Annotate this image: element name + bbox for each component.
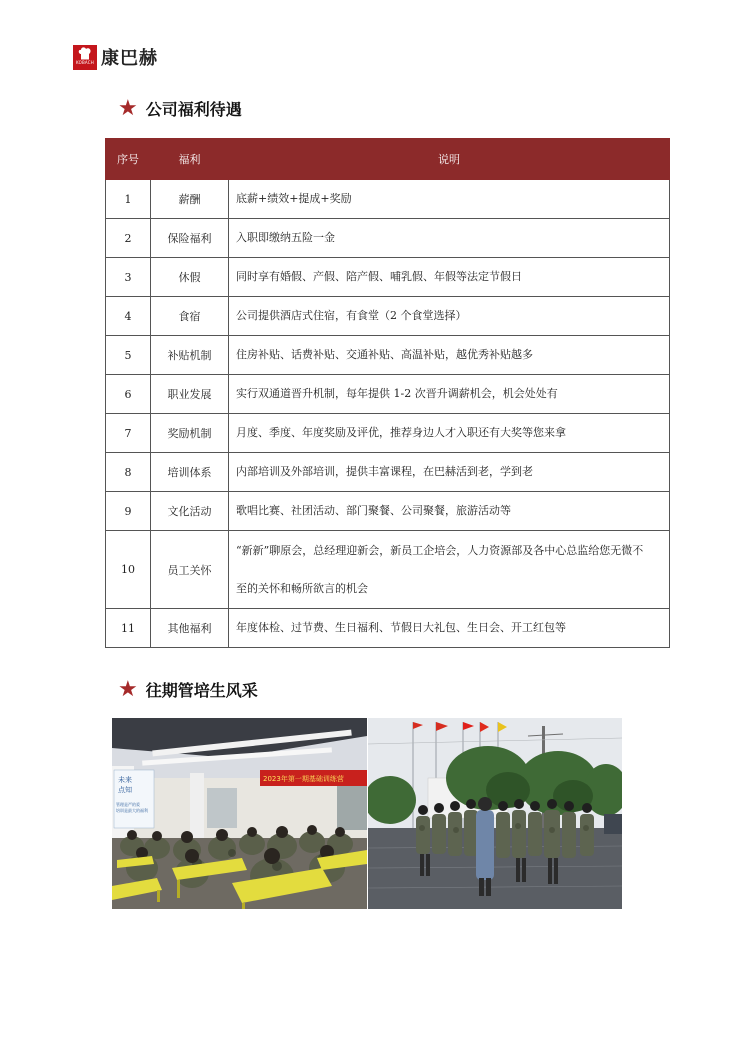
row-index: 9 bbox=[106, 492, 151, 531]
company-logo bbox=[73, 44, 158, 70]
row-benefit: 奖励机制 bbox=[151, 414, 229, 453]
table-row bbox=[106, 609, 670, 648]
table-row bbox=[106, 531, 670, 609]
section-title-trainees bbox=[118, 678, 258, 701]
row-benefit: 薪酬 bbox=[151, 180, 229, 219]
board-text-top: 未来 bbox=[118, 776, 132, 784]
board-text-mid: 点知 bbox=[118, 786, 132, 794]
header-index: 序号 bbox=[106, 139, 151, 180]
table-row bbox=[106, 453, 670, 492]
table-header-row bbox=[106, 139, 670, 180]
row-description: 住房补贴、话费补贴、交通补贴、高温补贴，越优秀补贴越多 bbox=[229, 336, 670, 375]
table-row bbox=[106, 492, 670, 531]
section-title-benefits bbox=[118, 97, 242, 120]
table-row bbox=[106, 258, 670, 297]
table-row bbox=[106, 414, 670, 453]
section-title-text: 公司福利待遇 bbox=[145, 100, 242, 119]
row-index: 10 bbox=[106, 531, 151, 609]
row-index: 5 bbox=[106, 336, 151, 375]
row-index: 7 bbox=[106, 414, 151, 453]
row-benefit: 文化活动 bbox=[151, 492, 229, 531]
row-benefit: 员工关怀 bbox=[151, 531, 229, 609]
row-description: 实行双通道晋升机制，每年提供 1-2 次晋升调薪机会，机会处处有 bbox=[229, 375, 670, 414]
table-row bbox=[106, 336, 670, 375]
row-index: 6 bbox=[106, 375, 151, 414]
row-index: 8 bbox=[106, 453, 151, 492]
row-description-line2: 至的关怀和畅所欲言的机会 bbox=[236, 581, 368, 595]
row-description: 公司提供酒店式住宿，有食堂（2 个食堂选择） bbox=[229, 297, 670, 336]
row-description: 歌唱比赛、社团活动、部门聚餐、公司聚餐，旅游活动等 bbox=[229, 492, 670, 531]
row-benefit: 休假 bbox=[151, 258, 229, 297]
logo-mark-text: KOBACH bbox=[76, 59, 94, 65]
header-benefit: 福利 bbox=[151, 139, 229, 180]
row-description: 内部培训及外部培训，提供丰富课程，在巴赫活到老，学到老 bbox=[229, 453, 670, 492]
row-description: 入职即缴纳五险一金 bbox=[229, 219, 670, 258]
star-icon: ★ bbox=[118, 676, 138, 702]
board-text-line2: 培训是最大的福利 bbox=[116, 808, 148, 813]
row-benefit: 补贴机制 bbox=[151, 336, 229, 375]
star-icon: ★ bbox=[118, 95, 138, 121]
row-description: 月度、季度、年度奖励及评优，推荐身边人才入职还有大奖等您来拿 bbox=[229, 414, 670, 453]
banner-text: 2023年第一期基础训练营 bbox=[263, 775, 344, 783]
table-row bbox=[106, 219, 670, 258]
row-description: 同时享有婚假、产假、陪产假、哺乳假、年假等法定节假日 bbox=[229, 258, 670, 297]
board-text-line1: 管理是严的爱 bbox=[116, 802, 140, 807]
row-index: 3 bbox=[106, 258, 151, 297]
row-benefit: 食宿 bbox=[151, 297, 229, 336]
outdoor-training-photo bbox=[368, 718, 622, 909]
row-index: 11 bbox=[106, 609, 151, 648]
row-benefit: 培训体系 bbox=[151, 453, 229, 492]
table-row bbox=[106, 180, 670, 219]
benefits-table bbox=[105, 138, 670, 648]
table-row bbox=[106, 297, 670, 336]
row-benefit: 职业发展 bbox=[151, 375, 229, 414]
brand-name: 康巴赫 bbox=[101, 48, 158, 69]
row-index: 1 bbox=[106, 180, 151, 219]
row-description bbox=[229, 531, 670, 609]
row-benefit: 保险福利 bbox=[151, 219, 229, 258]
row-index: 4 bbox=[106, 297, 151, 336]
section-title-text: 往期管培生风采 bbox=[145, 681, 258, 700]
row-description: 底薪+绩效+提成+奖励 bbox=[229, 180, 670, 219]
logo-mark bbox=[73, 45, 97, 70]
row-description-line1: “新新”聊原会，总经理迎新会，新员工企培会，人力资源部及各中心总监给您无微不 bbox=[236, 543, 644, 557]
row-index: 2 bbox=[106, 219, 151, 258]
table-row bbox=[106, 375, 670, 414]
header-description: 说明 bbox=[229, 139, 670, 180]
classroom-photo bbox=[112, 718, 367, 909]
row-benefit: 其他福利 bbox=[151, 609, 229, 648]
row-description: 年度体检、过节费、生日福利、节假日大礼包、生日会、开工红包等 bbox=[229, 609, 670, 648]
chef-hat-icon bbox=[77, 47, 93, 60]
